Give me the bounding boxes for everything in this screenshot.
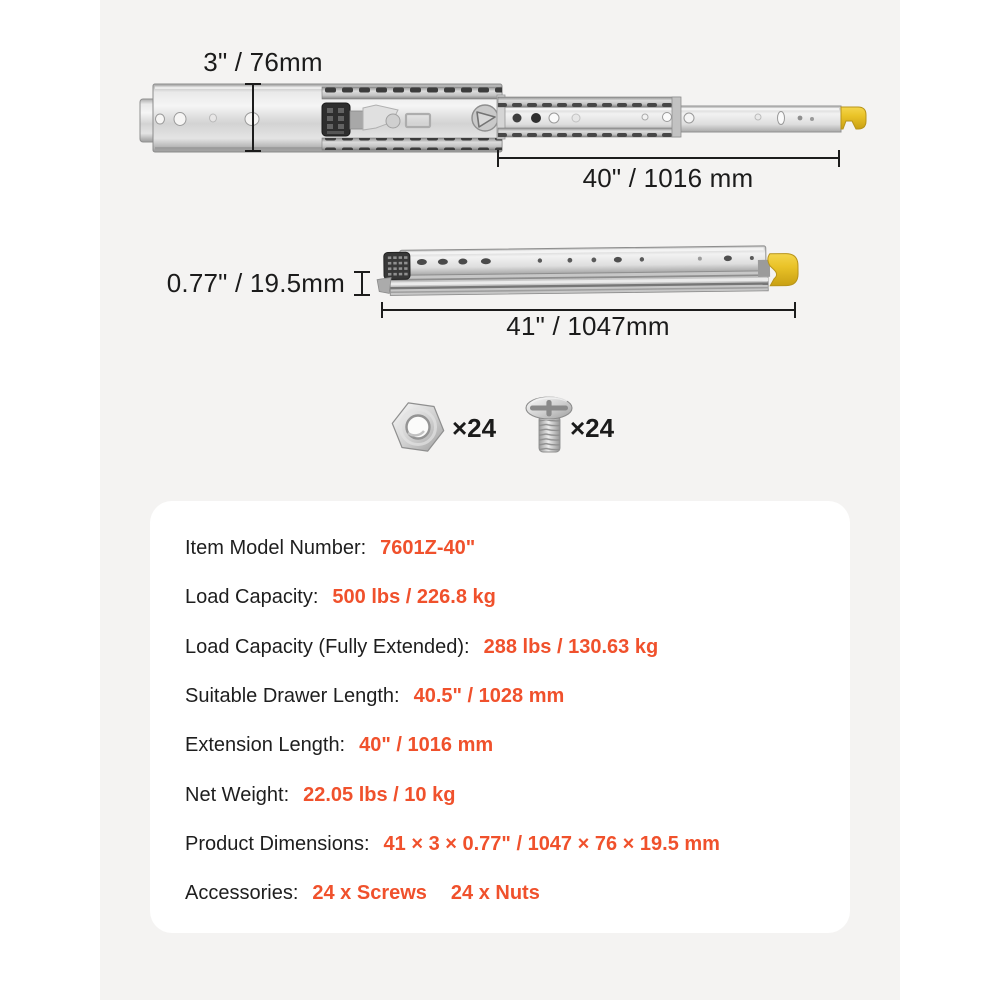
spec-row-accessories [185, 869, 850, 918]
dimension-line-thickness [354, 272, 370, 295]
spec-list [150, 501, 850, 918]
spec-value: 40.5" / 1028 mm [413, 685, 565, 708]
spec-value: 24 x Nuts [450, 882, 540, 905]
spec-label: Accessories: [185, 882, 299, 905]
screw-icon [526, 397, 572, 452]
spec-row-extension-length [185, 721, 850, 770]
spec-label: Item Model Number: [185, 537, 367, 560]
spec-row-load-capacity [185, 573, 850, 622]
hex-nut-icon [392, 403, 443, 451]
release-clip [384, 252, 410, 279]
yellow-lock-handle-icon [768, 253, 798, 285]
closed-slide-illustration [377, 245, 799, 295]
spec-value: 40" / 1016 mm [359, 734, 494, 757]
spec-row-model [185, 524, 850, 573]
spec-value: 41 × 3 × 0.77" / 1047 × 76 × 19.5 mm [383, 832, 720, 855]
spec-value: 7601Z-40" [380, 537, 476, 560]
spec-label: Product Dimensions: [185, 832, 370, 855]
height-dimension-label: 3" / 76mm [203, 47, 323, 77]
spec-label: Net Weight: [185, 783, 290, 806]
spec-row-drawer-length [185, 672, 850, 721]
spec-row-load-capacity-extended [185, 623, 850, 672]
spec-value: 500 lbs / 226.8 kg [332, 586, 496, 609]
spec-value: 22.05 lbs / 10 kg [303, 783, 456, 806]
spec-row-product-dimensions [185, 820, 850, 869]
spec-label: Load Capacity (Fully Extended): [185, 635, 470, 658]
yellow-lock-handle-icon [841, 107, 866, 129]
hardware-row [392, 397, 614, 452]
spec-panel [150, 501, 850, 933]
nut-qty-label: ×24 [452, 413, 497, 443]
slide-diagrams [0, 0, 1000, 480]
release-clip [322, 103, 350, 136]
spec-label: Suitable Drawer Length: [185, 685, 400, 708]
thickness-dimension-label: 0.77" / 19.5mm [166, 268, 345, 298]
extended-slide-illustration [140, 47, 866, 193]
length-dimension-label: 41" / 1047mm [506, 311, 670, 341]
spec-row-net-weight [185, 770, 850, 819]
spec-label: Extension Length: [185, 734, 346, 757]
spec-value: 288 lbs / 130.63 kg [483, 635, 659, 658]
extension-dimension-label: 40" / 1016 mm [582, 163, 754, 193]
spec-label: Load Capacity: [185, 586, 319, 609]
screw-qty-label: ×24 [570, 413, 615, 443]
spec-value: 24 x Screws [312, 882, 427, 905]
